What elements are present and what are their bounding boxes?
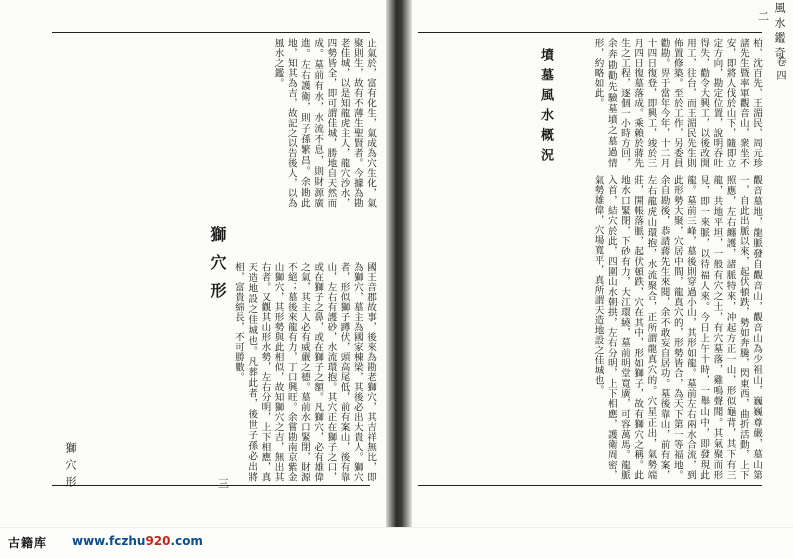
right-paragraph-b: 觀音墓地，龍脈發自觀音山，觀音山為少祖山，巍巍尊嚴，墓山第一，自此出脈以來，起伏頓跌，勢如奔騰，閃東西，曲折活動，上下照應，左右纏護，諸脈特來，冲起方正一山，形似龜背，其下有三龍，共地平坦，一般有穴之土，有穴墓落，雞鳴聲聞。其氣聚而形見，即一來脈，以待福人來。今日上午十時，一舉山中，即發現此龍。墓前三峰，墓後則穿過小山，其形如龍。墓前左右兩水合流，到此形勢大聚，穴居中間，龍真穴的，形勢皆合，為天下第一等福地。余自勘後，恭請蔣先生來閱，余不敢妄自居功。墓後靠山，前有案，左右龍虎山環抱，水流聚合，正所謂龍真穴的。穴星正出，氣勢端莊，開帳落脈，起伏頓跌，穴在其中，形如獅子，故有獅穴之稱。此地水口緊閉，下砂有力，大江環繞，墓前明堂寬廣，可容萬馬。龍脈入首，結穴於此，四圍山水朝拱，左右分明，上下相應，護衛周密，氣勢雄偉，穴場寬平，真所謂天造地設之佳城也。 <box>592 175 762 480</box>
watermark-bar <box>0 527 793 558</box>
right-page <box>404 0 793 527</box>
left-paragraph-c: 止氣於，富有化生，氣成為穴生化，氣聚則生，故有不薄生聖賢者。今據為勘老佳城，以是知龍虎主人，龍穴沙水，四勢皆全，即可謂佳城，勝地自天然而成。墓前有水，水流不息，則財源廣進。左右護衛，則子孫繁昌。余勘此地，知其為吉，故記之以告後人，以為風水之鑑。 <box>272 38 376 208</box>
book-title: 風水鑑奇 <box>773 2 786 62</box>
watermark-domain <box>72 534 203 548</box>
section-title-lion: 獅穴形 <box>208 226 227 310</box>
page-number-left: 三 <box>218 477 229 490</box>
left-paragraph-d: 國王音郡故事，後來為勘老獅穴，其吉祥無比，即為獅穴，墓主為國家棟梁，其後必出大貴人。獅穴者，形似獅子蹲伏，頭高尾低，前有案山，後有靠山，左右有護砂，水流環抱。其穴正在獅子之口，或在獅子之鼻，或在獅子之額。凡獅穴，必有雄偉之氣，其主人必有威嚴之德。墓前水口緊閉，財源不絕；墓後來龍有力，丁口興旺。余嘗勘南京紫金山獅穴，其形勢與此相似，故知獅穴之吉，無出其右者。又觀其山形水勢，左右分明，上下相應，真天造地設之佳城也。凡葬此者，後世子孫必出將相，富貴綿長，不可勝數。 <box>232 262 376 482</box>
page-number-right: 二 <box>758 10 769 23</box>
footer-title: 獅穴形 <box>64 442 77 493</box>
left-page <box>0 0 393 527</box>
section-title-right: 墳墓風水概況 <box>538 48 553 168</box>
domain-suffix: .com <box>170 534 203 548</box>
domain-prefix: www.fczhu <box>72 534 146 548</box>
watermark-site-name: 古籍库 <box>8 536 48 550</box>
right-paragraph-a: 柏、沈百先、王湄民、周元珍諸先生暨率軍觀音山，衆坐不安，即將人伐於山下，隨即立定方向，勘定位置，說明吞吐得失，勸令大興工，以後改開用工，往台，而王湄民先生則佈置修築。至於工作，另委員勸勘。畀于當年今年，十二月十四日復登，即興工，竣於三月四日復墓落成。乘賴於蔣先生之工程，逐個一小時方回，余奔勘勸先驗墓墳之墓過情形，約略如此。 <box>592 38 762 168</box>
volume-label: 卷四 <box>774 56 785 84</box>
domain-mid: 920 <box>145 534 171 548</box>
